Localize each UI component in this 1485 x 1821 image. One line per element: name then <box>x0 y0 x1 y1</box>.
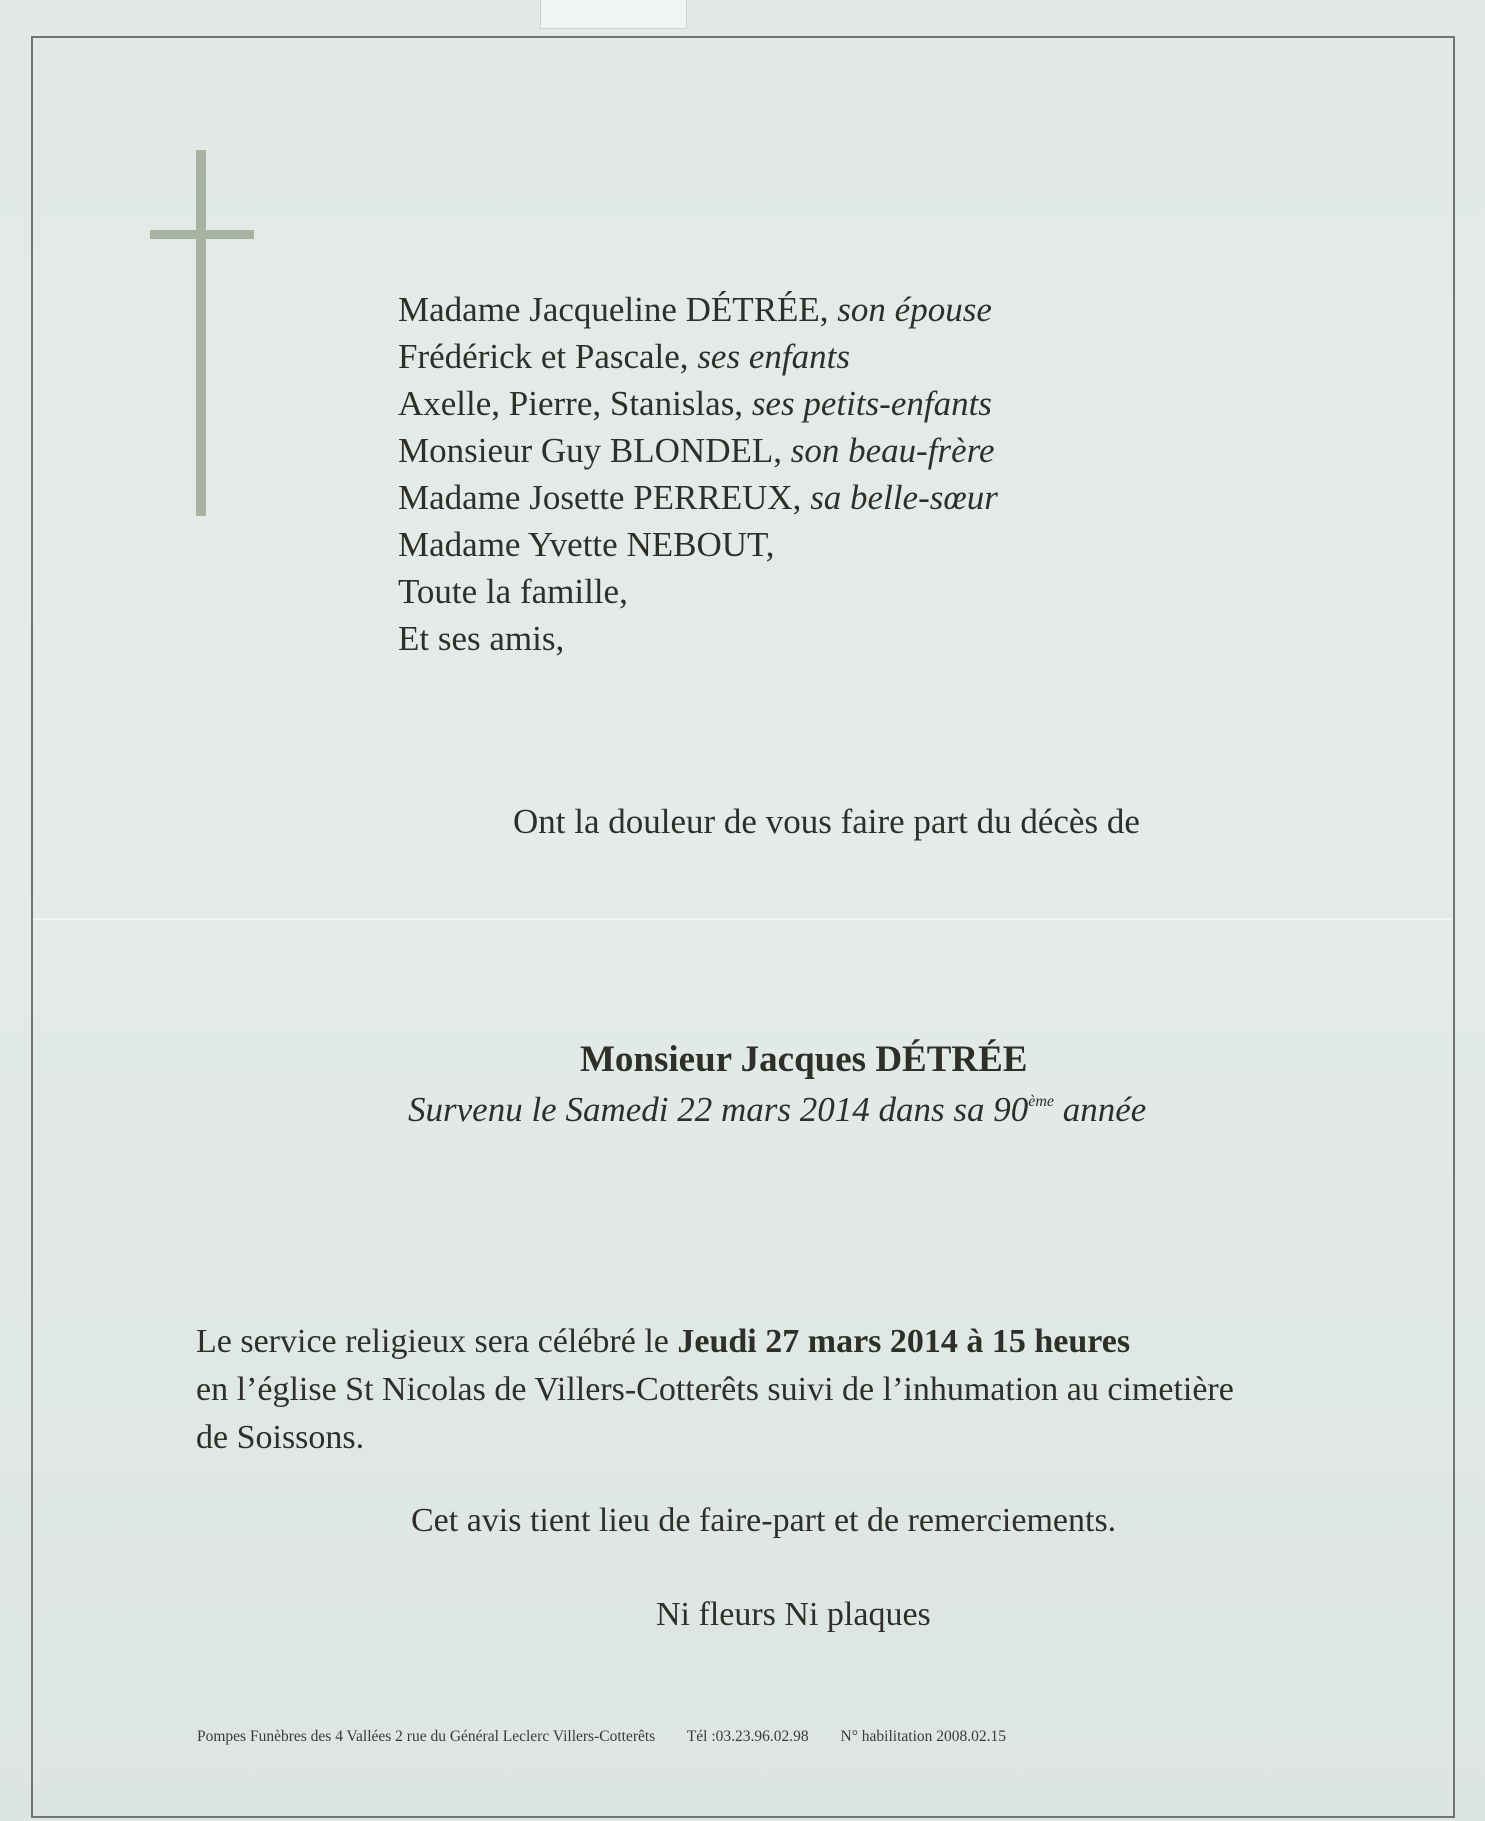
service-details: Le service religieux sera célébré le Jeudi 27 mars 2014 à 15 heures en l’église St Nicolas de Villers-Cotterêts suivi de l’inhumation au cimetière de Soissons. <box>196 1323 1234 1456</box>
footer-license: N° habilitation 2008.02.15 <box>840 1728 1007 1745</box>
family-member: Et ses amis, <box>398 619 565 658</box>
cross-icon <box>150 150 254 516</box>
family-member: Monsieur Guy BLONDEL, son beau-frère <box>398 431 995 470</box>
announcement-text: Ont la douleur de vous faire part du décès de <box>513 802 1140 841</box>
family-member: Madame Josette PERREUX, sa belle-sœur <box>398 478 998 517</box>
service-date: Jeudi 27 mars 2014 à 15 heures <box>677 1323 1131 1360</box>
family-member: Madame Yvette NEBOUT, <box>398 525 775 564</box>
notice-statement: Cet avis tient lieu de faire-part et de remerciements. <box>411 1502 1117 1539</box>
adhesive-tape <box>540 0 687 29</box>
footer <box>197 1728 1034 1746</box>
footer-company: Pompes Funèbres des 4 Vallées 2 rue du Général Leclerc Villers-Cotterêts <box>197 1728 656 1745</box>
family-list <box>398 286 998 662</box>
family-member: Frédérick et Pascale, ses enfants <box>398 337 850 376</box>
death-date-line: Survenu le Samedi 22 mars 2014 dans sa 90ème année <box>408 1090 1147 1129</box>
family-member: Madame Jacqueline DÉTRÉE, son épouse <box>398 290 992 329</box>
family-member: Toute la famille, <box>398 572 628 611</box>
no-flowers-text: Ni fleurs Ni plaques <box>656 1596 931 1633</box>
footer-phone: Tél :03.23.96.02.98 <box>686 1728 809 1745</box>
paper-fold <box>33 918 1453 920</box>
family-member: Axelle, Pierre, Stanislas, ses petits-enfants <box>398 384 992 423</box>
deceased-name: Monsieur Jacques DÉTRÉE <box>580 1039 1028 1080</box>
